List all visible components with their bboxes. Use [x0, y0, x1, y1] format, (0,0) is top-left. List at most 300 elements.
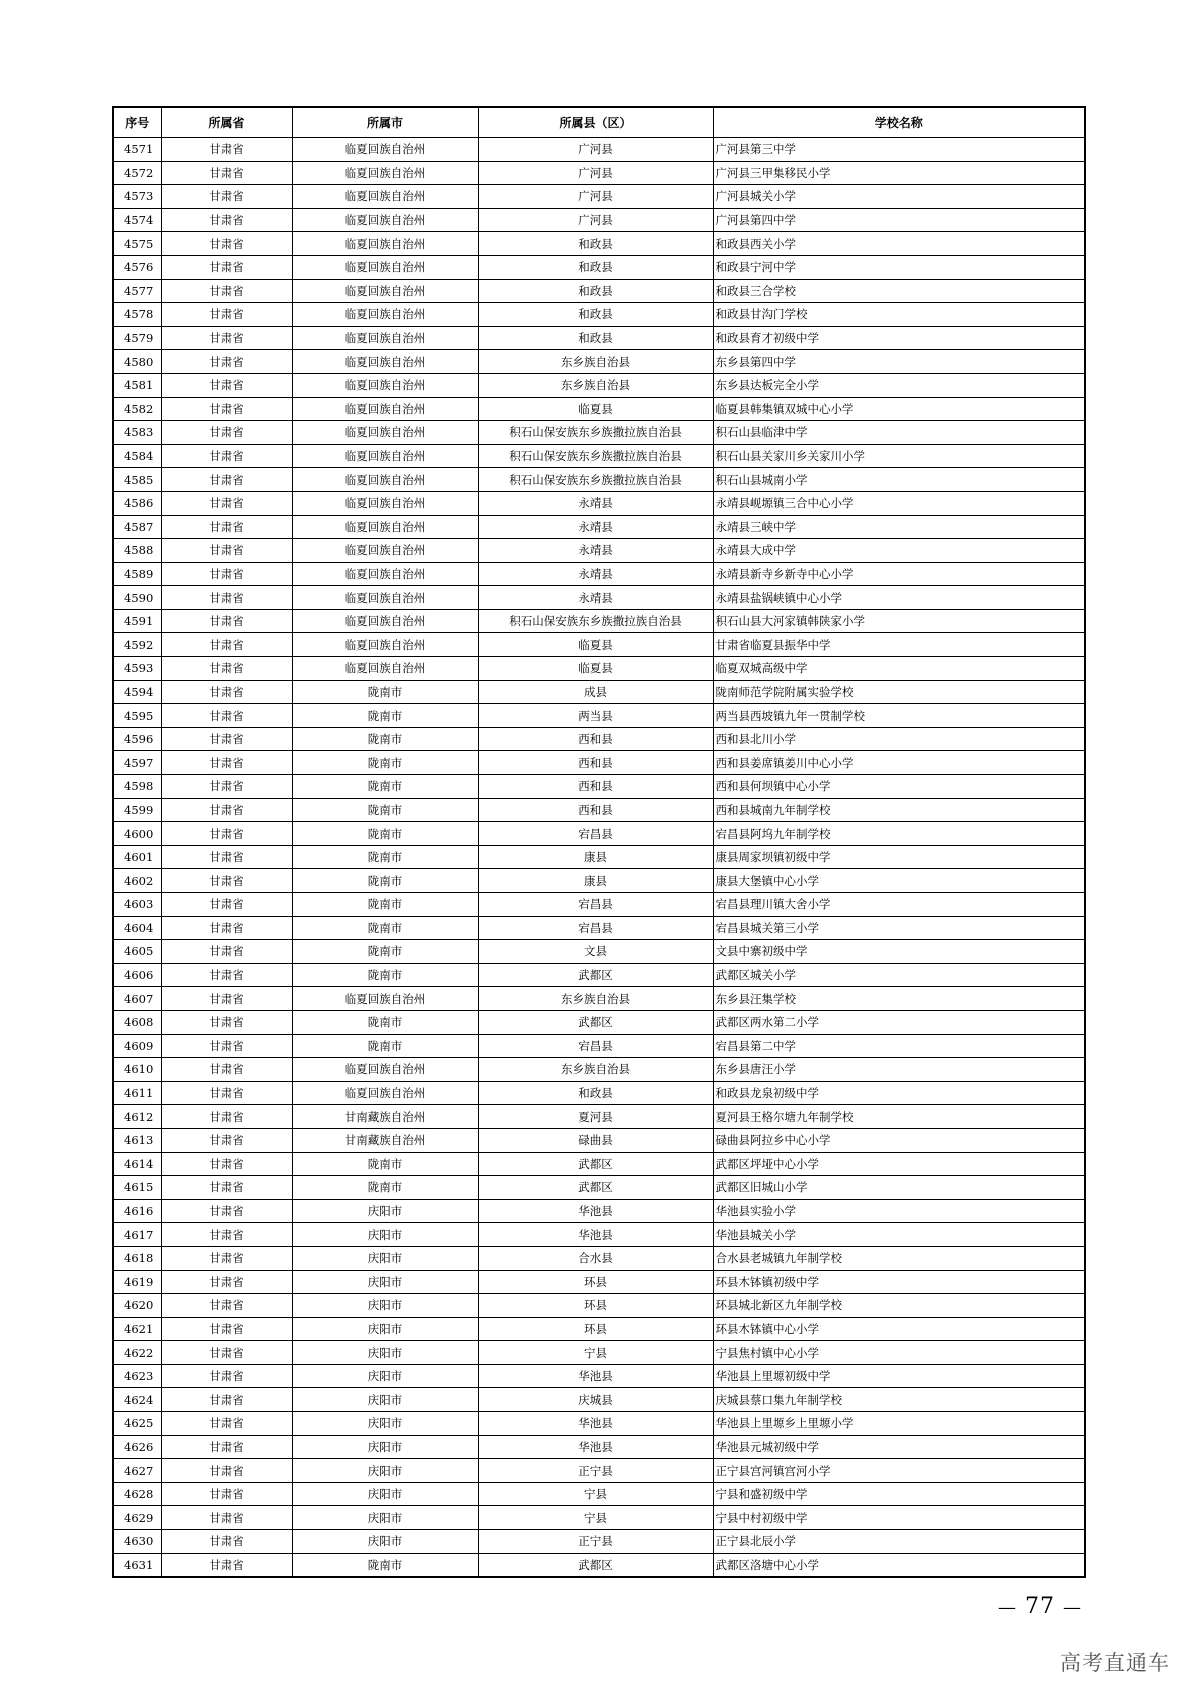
cell-city: 临夏回族自治州 — [292, 515, 478, 539]
cell-school: 永靖县大成中学 — [713, 539, 1085, 563]
cell-school: 和政县西关小学 — [713, 232, 1085, 256]
cell-seq: 4609 — [113, 1034, 161, 1058]
cell-county: 庆城县 — [478, 1388, 713, 1412]
cell-county: 广河县 — [478, 161, 713, 185]
cell-school: 武都区城关小学 — [713, 963, 1085, 987]
cell-school: 永靖县三峡中学 — [713, 515, 1085, 539]
cell-seq: 4630 — [113, 1530, 161, 1554]
cell-county: 永靖县 — [478, 586, 713, 610]
cell-city: 陇南市 — [292, 1176, 478, 1200]
table-row — [113, 609, 1085, 633]
table-row — [113, 326, 1085, 350]
cell-school: 庆城县蔡口集九年制学校 — [713, 1388, 1085, 1412]
cell-province: 甘肃省 — [161, 1530, 292, 1554]
cell-province: 甘肃省 — [161, 751, 292, 775]
cell-school: 环县木钵镇初级中学 — [713, 1270, 1085, 1294]
cell-school: 康县周家坝镇初级中学 — [713, 845, 1085, 869]
cell-seq: 4601 — [113, 845, 161, 869]
cell-school: 永靖县盐锅峡镇中心小学 — [713, 586, 1085, 610]
cell-school: 华池县实验小学 — [713, 1199, 1085, 1223]
cell-school: 宕昌县第二中学 — [713, 1034, 1085, 1058]
cell-seq: 4625 — [113, 1412, 161, 1436]
cell-county: 永靖县 — [478, 515, 713, 539]
header-school: 学校名称 — [713, 107, 1085, 138]
table-row — [113, 751, 1085, 775]
cell-seq: 4577 — [113, 279, 161, 303]
cell-province: 甘肃省 — [161, 279, 292, 303]
cell-school: 西和县城南九年制学校 — [713, 798, 1085, 822]
cell-school: 和政县甘沟门学校 — [713, 303, 1085, 327]
cell-county: 环县 — [478, 1270, 713, 1294]
cell-county: 武都区 — [478, 1176, 713, 1200]
cell-seq: 4631 — [113, 1553, 161, 1577]
cell-county: 永靖县 — [478, 562, 713, 586]
cell-seq: 4623 — [113, 1364, 161, 1388]
cell-seq: 4584 — [113, 444, 161, 468]
table-row — [113, 138, 1085, 162]
table-row — [113, 869, 1085, 893]
cell-county: 华池县 — [478, 1412, 713, 1436]
cell-seq: 4608 — [113, 1010, 161, 1034]
cell-school: 宕昌县理川镇大舍小学 — [713, 893, 1085, 917]
table-row — [113, 1530, 1085, 1554]
cell-province: 甘肃省 — [161, 1435, 292, 1459]
cell-school: 积石山县关家川乡关家川小学 — [713, 444, 1085, 468]
cell-county: 东乡族自治县 — [478, 373, 713, 397]
cell-county: 武都区 — [478, 963, 713, 987]
cell-school: 合水县老城镇九年制学校 — [713, 1246, 1085, 1270]
cell-county: 东乡族自治县 — [478, 987, 713, 1011]
cell-province: 甘肃省 — [161, 1270, 292, 1294]
cell-province: 甘肃省 — [161, 1459, 292, 1483]
cell-seq: 4575 — [113, 232, 161, 256]
cell-province: 甘肃省 — [161, 1105, 292, 1129]
cell-province: 甘肃省 — [161, 232, 292, 256]
cell-county: 和政县 — [478, 232, 713, 256]
cell-seq: 4629 — [113, 1506, 161, 1530]
cell-city: 临夏回族自治州 — [292, 468, 478, 492]
cell-city: 临夏回族自治州 — [292, 326, 478, 350]
cell-seq: 4607 — [113, 987, 161, 1011]
cell-seq: 4606 — [113, 963, 161, 987]
cell-school: 西和县姜席镇姜川中心小学 — [713, 751, 1085, 775]
table-row — [113, 680, 1085, 704]
cell-province: 甘肃省 — [161, 350, 292, 374]
cell-county: 夏河县 — [478, 1105, 713, 1129]
cell-seq: 4620 — [113, 1294, 161, 1318]
cell-county: 广河县 — [478, 138, 713, 162]
cell-county: 西和县 — [478, 727, 713, 751]
cell-province: 甘肃省 — [161, 680, 292, 704]
cell-province: 甘肃省 — [161, 822, 292, 846]
cell-school: 环县木钵镇中心小学 — [713, 1317, 1085, 1341]
cell-city: 庆阳市 — [292, 1294, 478, 1318]
watermark-text: 高考直通车 — [1060, 1651, 1170, 1675]
table-row — [113, 1246, 1085, 1270]
cell-county: 华池县 — [478, 1199, 713, 1223]
cell-province: 甘肃省 — [161, 539, 292, 563]
cell-school: 宕昌县城关第三小学 — [713, 916, 1085, 940]
cell-city: 临夏回族自治州 — [292, 633, 478, 657]
table-row — [113, 255, 1085, 279]
table-row — [113, 893, 1085, 917]
cell-city: 临夏回族自治州 — [292, 444, 478, 468]
cell-province: 甘肃省 — [161, 916, 292, 940]
cell-county: 正宁县 — [478, 1459, 713, 1483]
cell-province: 甘肃省 — [161, 421, 292, 445]
table-row — [113, 963, 1085, 987]
cell-county: 广河县 — [478, 185, 713, 209]
cell-province: 甘肃省 — [161, 208, 292, 232]
table-row — [113, 1223, 1085, 1247]
table-row — [113, 1435, 1085, 1459]
cell-city: 陇南市 — [292, 893, 478, 917]
cell-county: 临夏县 — [478, 657, 713, 681]
table-row — [113, 1364, 1085, 1388]
table-row — [113, 444, 1085, 468]
cell-city: 庆阳市 — [292, 1270, 478, 1294]
cell-seq: 4597 — [113, 751, 161, 775]
cell-province: 甘肃省 — [161, 893, 292, 917]
cell-province: 甘肃省 — [161, 491, 292, 515]
header-city: 所属市 — [292, 107, 478, 138]
cell-city: 临夏回族自治州 — [292, 421, 478, 445]
cell-county: 康县 — [478, 845, 713, 869]
cell-city: 陇南市 — [292, 727, 478, 751]
cell-province: 甘肃省 — [161, 657, 292, 681]
cell-province: 甘肃省 — [161, 1506, 292, 1530]
table-row — [113, 539, 1085, 563]
table-row — [113, 350, 1085, 374]
cell-city: 临夏回族自治州 — [292, 397, 478, 421]
cell-province: 甘肃省 — [161, 1246, 292, 1270]
cell-school: 华池县上里塬乡上里塬小学 — [713, 1412, 1085, 1436]
cell-province: 甘肃省 — [161, 1388, 292, 1412]
cell-province: 甘肃省 — [161, 704, 292, 728]
cell-province: 甘肃省 — [161, 1010, 292, 1034]
cell-city: 庆阳市 — [292, 1364, 478, 1388]
cell-school: 广河县第三中学 — [713, 138, 1085, 162]
cell-county: 宕昌县 — [478, 916, 713, 940]
cell-seq: 4617 — [113, 1223, 161, 1247]
cell-city: 陇南市 — [292, 704, 478, 728]
cell-school: 武都区旧城山小学 — [713, 1176, 1085, 1200]
table-row — [113, 704, 1085, 728]
cell-county: 临夏县 — [478, 397, 713, 421]
table-row — [113, 1506, 1085, 1530]
cell-seq: 4572 — [113, 161, 161, 185]
cell-school: 积石山县城南小学 — [713, 468, 1085, 492]
cell-city: 临夏回族自治州 — [292, 586, 478, 610]
cell-county: 康县 — [478, 869, 713, 893]
cell-county: 华池县 — [478, 1223, 713, 1247]
cell-county: 和政县 — [478, 303, 713, 327]
cell-seq: 4579 — [113, 326, 161, 350]
page-number: — 77 — — [990, 1594, 1090, 1619]
cell-city: 临夏回族自治州 — [292, 138, 478, 162]
cell-city: 陇南市 — [292, 822, 478, 846]
cell-city: 临夏回族自治州 — [292, 255, 478, 279]
cell-seq: 4605 — [113, 940, 161, 964]
cell-school: 康县大堡镇中心小学 — [713, 869, 1085, 893]
cell-province: 甘肃省 — [161, 468, 292, 492]
cell-county: 正宁县 — [478, 1530, 713, 1554]
cell-province: 甘肃省 — [161, 303, 292, 327]
cell-seq: 4615 — [113, 1176, 161, 1200]
cell-province: 甘肃省 — [161, 161, 292, 185]
cell-province: 甘肃省 — [161, 397, 292, 421]
table-row — [113, 468, 1085, 492]
cell-province: 甘肃省 — [161, 1223, 292, 1247]
cell-city: 庆阳市 — [292, 1459, 478, 1483]
cell-province: 甘肃省 — [161, 869, 292, 893]
cell-city: 庆阳市 — [292, 1435, 478, 1459]
table-row — [113, 727, 1085, 751]
cell-city: 庆阳市 — [292, 1199, 478, 1223]
table-row — [113, 1459, 1085, 1483]
cell-county: 积石山保安族东乡族撒拉族自治县 — [478, 609, 713, 633]
cell-province: 甘肃省 — [161, 515, 292, 539]
cell-county: 西和县 — [478, 798, 713, 822]
cell-school: 武都区坪垭中心小学 — [713, 1152, 1085, 1176]
table-row — [113, 421, 1085, 445]
cell-city: 庆阳市 — [292, 1530, 478, 1554]
cell-seq: 4619 — [113, 1270, 161, 1294]
cell-county: 武都区 — [478, 1152, 713, 1176]
cell-seq: 4598 — [113, 775, 161, 799]
cell-seq: 4621 — [113, 1317, 161, 1341]
cell-school: 广河县第四中学 — [713, 208, 1085, 232]
cell-county: 和政县 — [478, 279, 713, 303]
cell-seq: 4580 — [113, 350, 161, 374]
cell-school: 东乡县达板完全小学 — [713, 373, 1085, 397]
cell-city: 临夏回族自治州 — [292, 185, 478, 209]
cell-seq: 4602 — [113, 869, 161, 893]
cell-seq: 4583 — [113, 421, 161, 445]
cell-seq: 4588 — [113, 539, 161, 563]
cell-city: 陇南市 — [292, 940, 478, 964]
cell-province: 甘肃省 — [161, 987, 292, 1011]
cell-province: 甘肃省 — [161, 1364, 292, 1388]
cell-school: 东乡县汪集学校 — [713, 987, 1085, 1011]
cell-city: 临夏回族自治州 — [292, 609, 478, 633]
cell-county: 东乡族自治县 — [478, 1058, 713, 1082]
cell-school: 宕昌县阿坞九年制学校 — [713, 822, 1085, 846]
cell-school: 临夏县韩集镇双城中心小学 — [713, 397, 1085, 421]
cell-seq: 4590 — [113, 586, 161, 610]
cell-school: 正宁县北辰小学 — [713, 1530, 1085, 1554]
cell-province: 甘肃省 — [161, 444, 292, 468]
cell-seq: 4618 — [113, 1246, 161, 1270]
cell-county: 积石山保安族东乡族撒拉族自治县 — [478, 468, 713, 492]
cell-school: 武都区洛塘中心小学 — [713, 1553, 1085, 1577]
table-row — [113, 491, 1085, 515]
cell-school: 和政县育才初级中学 — [713, 326, 1085, 350]
header-seq: 序号 — [113, 107, 161, 138]
cell-seq: 4586 — [113, 491, 161, 515]
table-row — [113, 586, 1085, 610]
table-row — [113, 1176, 1085, 1200]
cell-city: 庆阳市 — [292, 1246, 478, 1270]
cell-city: 陇南市 — [292, 963, 478, 987]
cell-county: 西和县 — [478, 751, 713, 775]
table-row — [113, 1010, 1085, 1034]
table-row — [113, 161, 1085, 185]
table-row — [113, 1081, 1085, 1105]
table-row — [113, 657, 1085, 681]
table-row — [113, 232, 1085, 256]
cell-county: 合水县 — [478, 1246, 713, 1270]
cell-city: 陇南市 — [292, 916, 478, 940]
cell-city: 庆阳市 — [292, 1317, 478, 1341]
cell-city: 临夏回族自治州 — [292, 1058, 478, 1082]
table-row — [113, 1105, 1085, 1129]
cell-school: 碌曲县阿拉乡中心小学 — [713, 1128, 1085, 1152]
cell-county: 华池县 — [478, 1435, 713, 1459]
cell-province: 甘肃省 — [161, 1341, 292, 1365]
cell-county: 西和县 — [478, 775, 713, 799]
cell-city: 临夏回族自治州 — [292, 1081, 478, 1105]
cell-county: 宕昌县 — [478, 1034, 713, 1058]
cell-seq: 4626 — [113, 1435, 161, 1459]
cell-province: 甘肃省 — [161, 373, 292, 397]
table-row — [113, 185, 1085, 209]
cell-county: 武都区 — [478, 1553, 713, 1577]
cell-province: 甘肃省 — [161, 963, 292, 987]
cell-seq: 4589 — [113, 562, 161, 586]
table-row — [113, 1482, 1085, 1506]
table-row — [113, 940, 1085, 964]
cell-city: 临夏回族自治州 — [292, 303, 478, 327]
cell-county: 宕昌县 — [478, 893, 713, 917]
cell-county: 广河县 — [478, 208, 713, 232]
cell-county: 临夏县 — [478, 633, 713, 657]
cell-seq: 4628 — [113, 1482, 161, 1506]
cell-county: 两当县 — [478, 704, 713, 728]
cell-city: 临夏回族自治州 — [292, 562, 478, 586]
table-row — [113, 1341, 1085, 1365]
cell-school: 华池县上里塬初级中学 — [713, 1364, 1085, 1388]
cell-school: 西和县北川小学 — [713, 727, 1085, 751]
cell-seq: 4573 — [113, 185, 161, 209]
header-county: 所属县（区） — [478, 107, 713, 138]
cell-province: 甘肃省 — [161, 775, 292, 799]
cell-county: 成县 — [478, 680, 713, 704]
table-row — [113, 916, 1085, 940]
cell-province: 甘肃省 — [161, 1128, 292, 1152]
table-row — [113, 1058, 1085, 1082]
table-row — [113, 1388, 1085, 1412]
cell-seq: 4604 — [113, 916, 161, 940]
cell-province: 甘肃省 — [161, 1081, 292, 1105]
table-row — [113, 987, 1085, 1011]
cell-county: 环县 — [478, 1294, 713, 1318]
cell-county: 华池县 — [478, 1364, 713, 1388]
cell-province: 甘肃省 — [161, 1412, 292, 1436]
cell-seq: 4571 — [113, 138, 161, 162]
cell-seq: 4596 — [113, 727, 161, 751]
table-row — [113, 397, 1085, 421]
cell-province: 甘肃省 — [161, 1317, 292, 1341]
table-row — [113, 279, 1085, 303]
cell-province: 甘肃省 — [161, 326, 292, 350]
cell-province: 甘肃省 — [161, 1058, 292, 1082]
cell-city: 临夏回族自治州 — [292, 350, 478, 374]
cell-city: 临夏回族自治州 — [292, 657, 478, 681]
cell-province: 甘肃省 — [161, 138, 292, 162]
cell-county: 宁县 — [478, 1341, 713, 1365]
cell-province: 甘肃省 — [161, 727, 292, 751]
cell-city: 庆阳市 — [292, 1341, 478, 1365]
cell-seq: 4613 — [113, 1128, 161, 1152]
cell-province: 甘肃省 — [161, 633, 292, 657]
cell-province: 甘肃省 — [161, 255, 292, 279]
cell-county: 宕昌县 — [478, 822, 713, 846]
cell-city: 陇南市 — [292, 680, 478, 704]
cell-school: 永靖县岘塬镇三合中心小学 — [713, 491, 1085, 515]
table-row — [113, 1152, 1085, 1176]
cell-county: 永靖县 — [478, 539, 713, 563]
cell-province: 甘肃省 — [161, 609, 292, 633]
cell-county: 文县 — [478, 940, 713, 964]
table-row — [113, 1412, 1085, 1436]
table-row — [113, 1553, 1085, 1577]
cell-school: 积石山县大河家镇韩陕家小学 — [713, 609, 1085, 633]
cell-county: 和政县 — [478, 255, 713, 279]
cell-province: 甘肃省 — [161, 1553, 292, 1577]
cell-school: 武都区两水第二小学 — [713, 1010, 1085, 1034]
cell-school: 两当县西坡镇九年一贯制学校 — [713, 704, 1085, 728]
cell-school: 永靖县新寺乡新寺中心小学 — [713, 562, 1085, 586]
cell-seq: 4593 — [113, 657, 161, 681]
cell-school: 文县中寨初级中学 — [713, 940, 1085, 964]
cell-seq: 4612 — [113, 1105, 161, 1129]
cell-school: 临夏双城高级中学 — [713, 657, 1085, 681]
table-row — [113, 798, 1085, 822]
cell-county: 和政县 — [478, 1081, 713, 1105]
table-row — [113, 775, 1085, 799]
table-row — [113, 303, 1085, 327]
cell-school: 广河县城关小学 — [713, 185, 1085, 209]
cell-school: 东乡县第四中学 — [713, 350, 1085, 374]
cell-seq: 4582 — [113, 397, 161, 421]
cell-province: 甘肃省 — [161, 185, 292, 209]
cell-city: 陇南市 — [292, 1152, 478, 1176]
cell-seq: 4591 — [113, 609, 161, 633]
cell-school: 甘肃省临夏县振华中学 — [713, 633, 1085, 657]
cell-city: 陇南市 — [292, 775, 478, 799]
cell-school: 西和县何坝镇中心小学 — [713, 775, 1085, 799]
table-row — [113, 822, 1085, 846]
table-row — [113, 562, 1085, 586]
table-header — [113, 107, 1085, 138]
table-row — [113, 1128, 1085, 1152]
cell-school: 正宁县宫河镇宫河小学 — [713, 1459, 1085, 1483]
cell-seq: 4581 — [113, 373, 161, 397]
cell-school: 夏河县王格尔塘九年制学校 — [713, 1105, 1085, 1129]
table-row — [113, 373, 1085, 397]
table-row — [113, 1317, 1085, 1341]
cell-school: 陇南师范学院附属实验学校 — [713, 680, 1085, 704]
cell-city: 临夏回族自治州 — [292, 161, 478, 185]
cell-seq: 4624 — [113, 1388, 161, 1412]
cell-seq: 4616 — [113, 1199, 161, 1223]
cell-province: 甘肃省 — [161, 1294, 292, 1318]
cell-province: 甘肃省 — [161, 845, 292, 869]
cell-school: 和政县三合学校 — [713, 279, 1085, 303]
cell-school: 宁县中村初级中学 — [713, 1506, 1085, 1530]
cell-city: 临夏回族自治州 — [292, 987, 478, 1011]
